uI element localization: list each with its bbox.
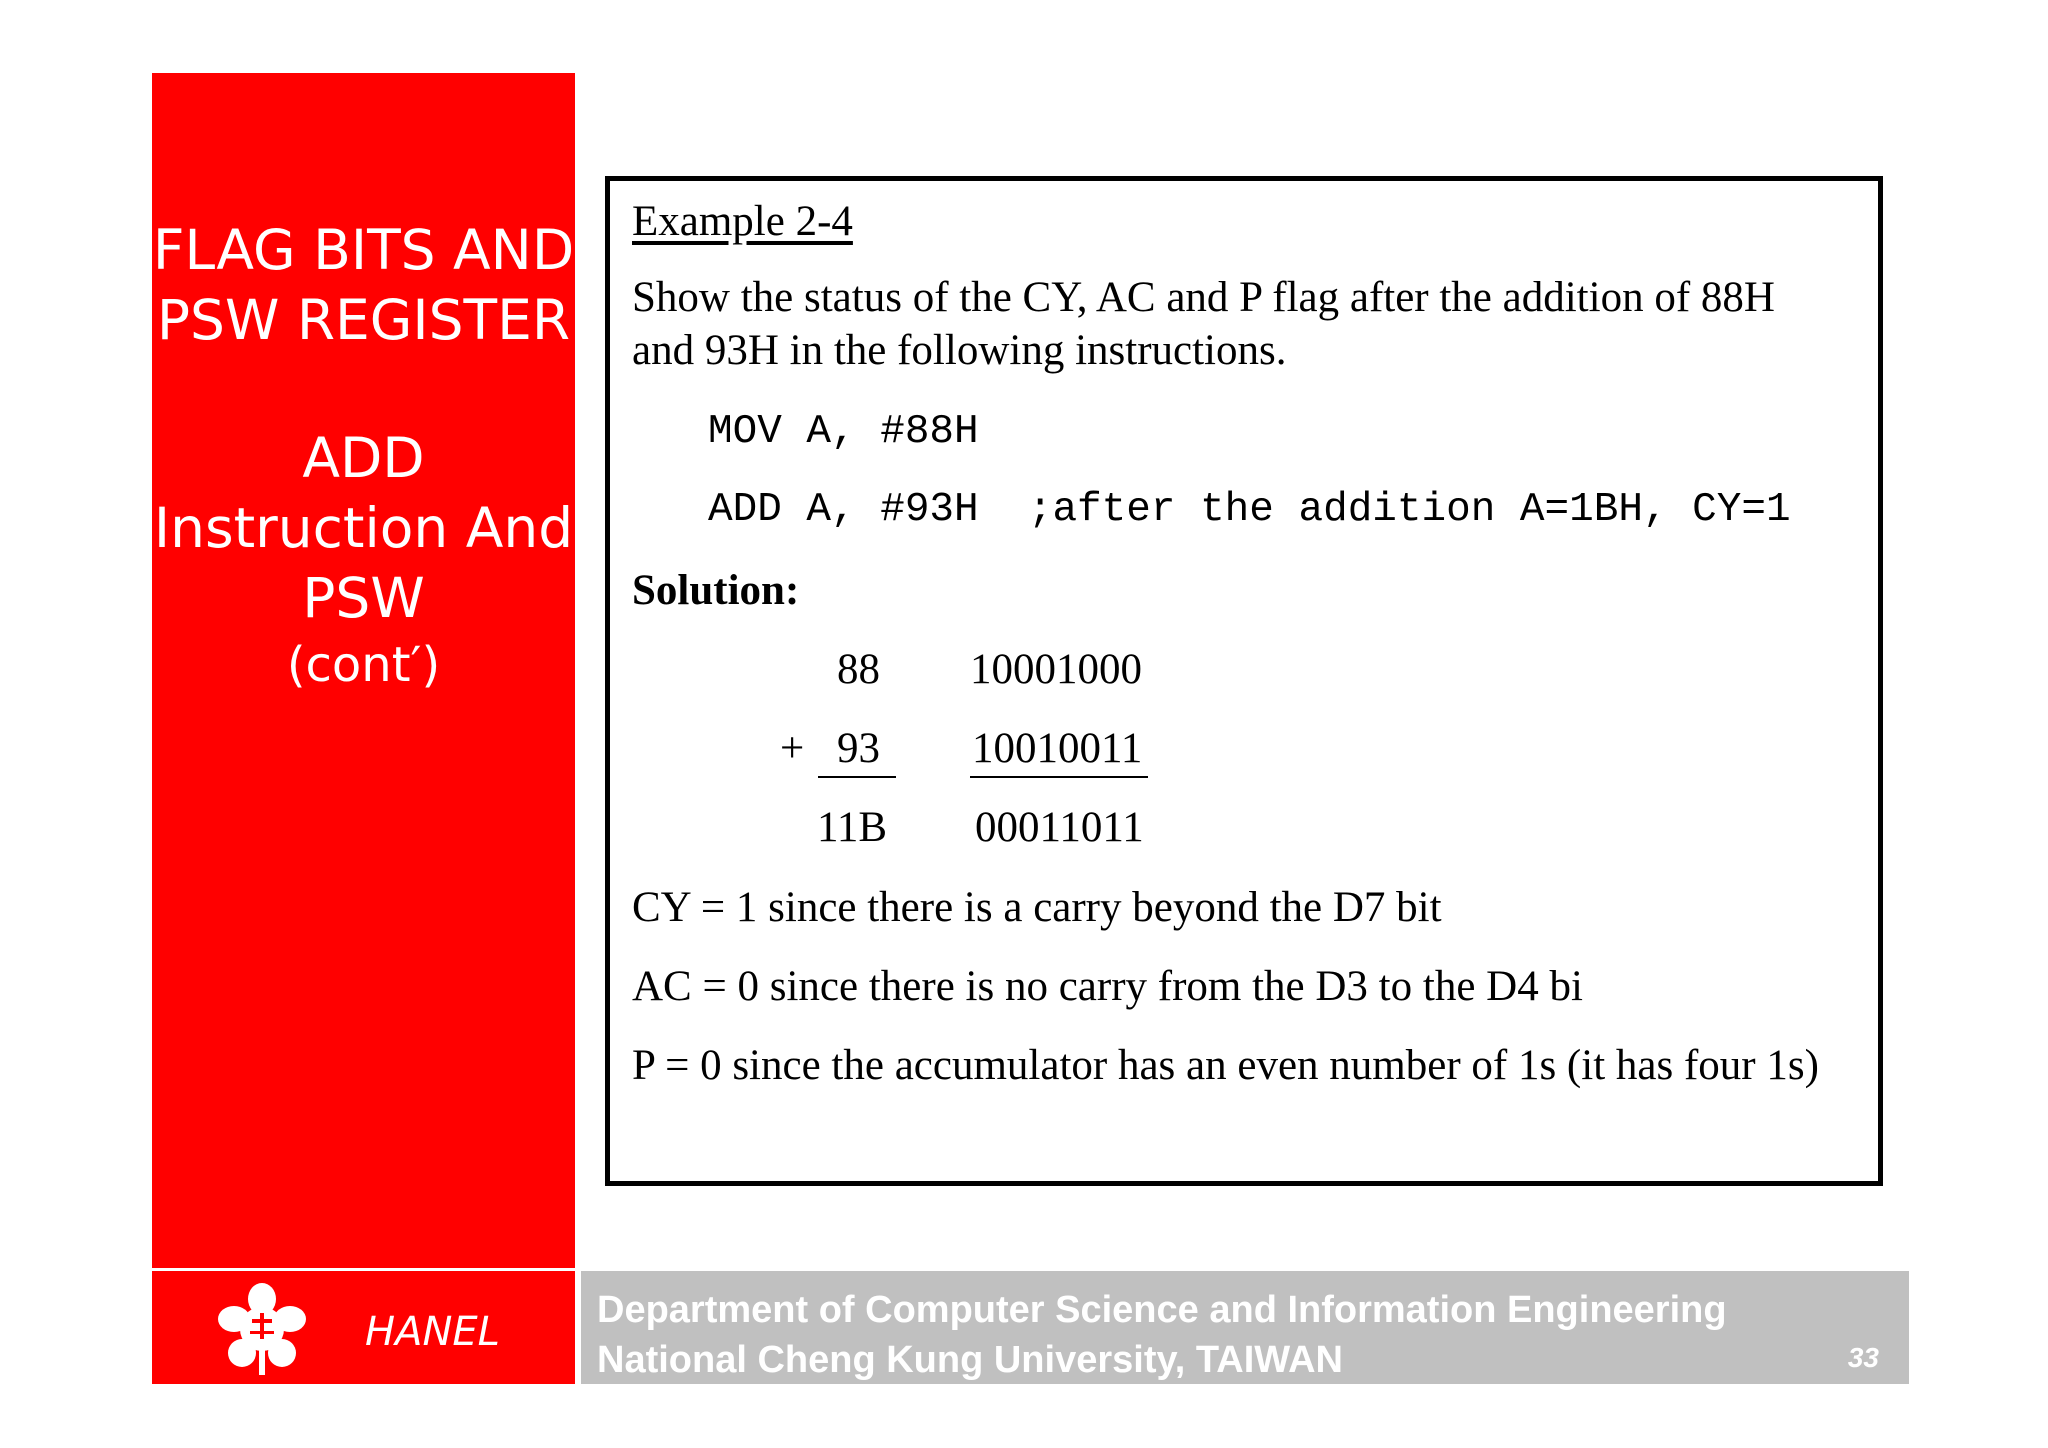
plus-sign: + [780, 725, 805, 772]
example-title: Example 2-4 [632, 198, 853, 245]
addend-2-binary: 10010011 [972, 725, 1143, 772]
subtitle-line-2: Instruction And [153, 496, 574, 560]
department-text [597, 1285, 1727, 1385]
cy-explanation: CY = 1 since there is a carry beyond the D7 bit [632, 884, 1442, 931]
sum-binary: 00011011 [975, 804, 1144, 851]
footer-author-panel [152, 1271, 575, 1384]
footer-department-panel [581, 1271, 1909, 1384]
binary-sum-rule [970, 776, 1148, 778]
addend-1-decimal: 88 [837, 646, 880, 693]
subtitle-line-3: PSW [302, 566, 425, 630]
subtitle-line-1: ADD [302, 426, 425, 490]
subtitle-cont: (cont′) [286, 637, 441, 693]
addend-2-decimal: 93 [837, 725, 880, 772]
department-line-2: National Cheng Kung University, TAIWAN [597, 1339, 1343, 1381]
question-line-2: and 93H in the following instructions. [632, 327, 1287, 374]
code-line-1: MOV A, #88H [708, 409, 979, 455]
decimal-sum-rule [818, 776, 896, 778]
sidebar-panel [152, 73, 575, 1268]
solution-label: Solution: [632, 567, 800, 614]
slide-subtitle [152, 423, 575, 697]
p-explanation: P = 0 since the accumulator has an even number of 1s (it has four 1s) [632, 1042, 1819, 1089]
ac-explanation: AC = 0 since there is no carry from the D3 to the D4 bi [632, 963, 1583, 1010]
title-line-1: FLAG BITS AND [152, 218, 575, 282]
university-emblem-icon [202, 1279, 322, 1379]
title-line-2: PSW REGISTER [156, 288, 571, 352]
code-line-2: ADD A, #93H ;after the addition A=1BH, CY=1 [708, 487, 1791, 533]
page-number: 33 [1847, 1342, 1879, 1373]
author-name: HANEL [365, 1309, 500, 1355]
question-line-1: Show the status of the CY, AC and P flag after the addition of 88H [632, 274, 1775, 321]
slide-title [152, 215, 575, 355]
department-line-1: Department of Computer Science and Information Engineering [597, 1289, 1727, 1331]
sum-decimal: 11B [817, 804, 888, 851]
example-box [605, 176, 1883, 1186]
addend-1-binary: 10001000 [970, 646, 1142, 693]
